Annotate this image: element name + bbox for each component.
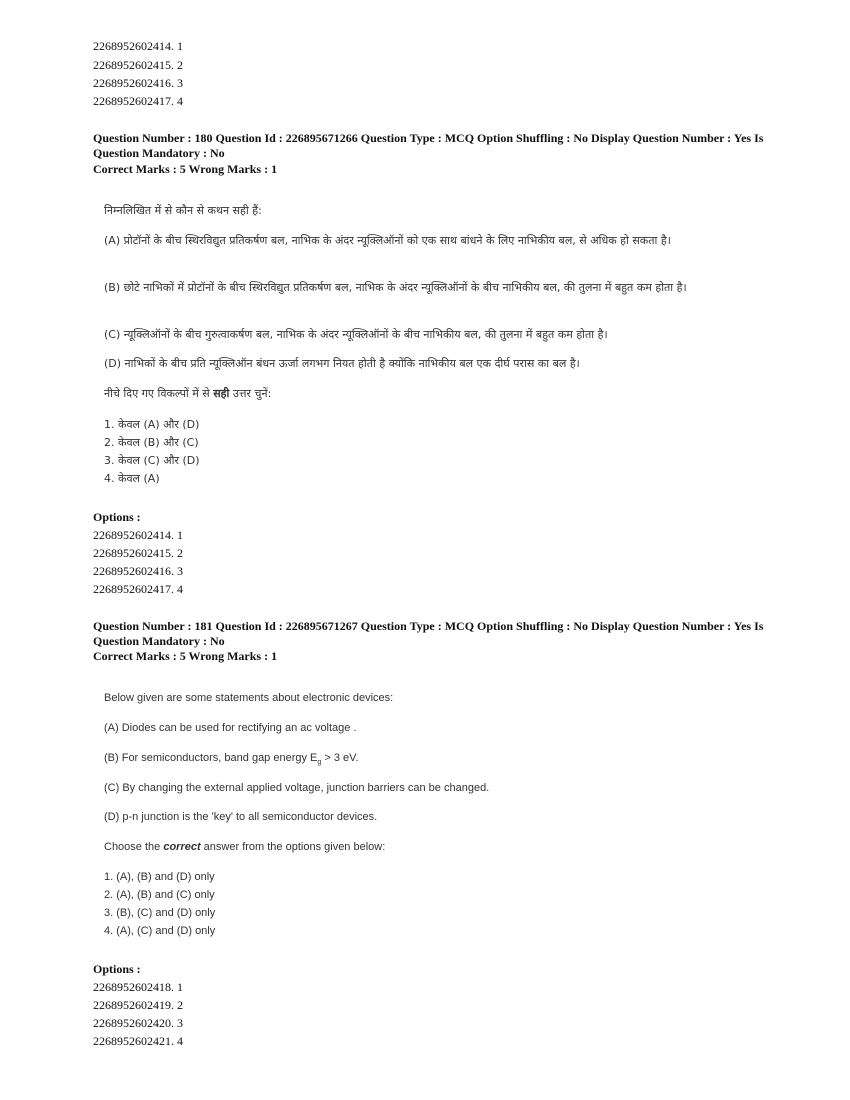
- answer-choice: 4. केवल (A): [104, 472, 160, 485]
- option-line: 2268952602416. 3: [93, 564, 183, 578]
- answer-choice: 3. (B), (C) and (D) only: [104, 907, 216, 919]
- option-line: 2268952602416. 3: [93, 76, 183, 90]
- question-statement: (C) By changing the external applied voltage, junction barriers can be changed.: [104, 782, 490, 794]
- question-header: Question Number : 180 Question Id : 226895671266 Question Type : MCQ Option Shuffling : No Display Question Number : Yes Is Question Mandatory : No: [93, 131, 764, 160]
- prompt-emphasis: correct: [163, 841, 201, 853]
- answer-choice: 1. (A), (B) and (D) only: [104, 871, 215, 883]
- question-marks: Correct Marks : 5 Wrong Marks : 1: [93, 162, 278, 176]
- question-intro: निम्नलिखित में से कौन से कथन सही हैं:: [104, 204, 262, 217]
- prompt-emphasis: सही: [213, 387, 230, 400]
- question-statement: (D) नाभिकों के बीच प्रति न्यूक्लिऑन बंधन ऊर्जा लगभग नियत होती है क्योंकि नाभिकीय बल एक दीर्घ परास का बल है।: [104, 357, 580, 370]
- options-label: Options :: [93, 510, 141, 524]
- answer-choice: 1. केवल (A) और (D): [104, 418, 200, 431]
- option-line: 2268952602414. 1: [93, 39, 183, 53]
- option-line: 2268952602418. 1: [93, 980, 183, 994]
- option-line: 2268952602421. 4: [93, 1034, 183, 1048]
- answer-choice: 2. केवल (B) और (C): [104, 436, 199, 449]
- option-line: 2268952602417. 4: [93, 582, 183, 596]
- question-statement: (B) छोटे नाभिकों में प्रोटॉनों के बीच स्थिरविद्युत प्रतिकर्षण बल, नाभिक के अंदर न्यूक्लिऑनों के बीच नाभिकीय बल, की तुलना में बहुत कम होता है।: [104, 281, 687, 294]
- option-line: 2268952602419. 2: [93, 998, 183, 1012]
- subscript: g: [317, 759, 322, 767]
- answer-choice: 2. (A), (B) and (C) only: [104, 889, 215, 901]
- question-prompt: Choose the correct answer from the options given below:: [104, 841, 386, 853]
- option-line: 2268952602417. 4: [93, 94, 183, 108]
- options-label: Options :: [93, 962, 141, 976]
- option-line: 2268952602420. 3: [93, 1016, 183, 1030]
- question-statement: (A) Diodes can be used for rectifying an ac voltage .: [104, 722, 357, 734]
- question-statement: (B) For semiconductors, band gap energy $E_g > 3$ eV.: [104, 752, 359, 767]
- question-intro: Below given are some statements about electronic devices:: [104, 692, 394, 704]
- question-header: Question Number : 181 Question Id : 226895671267 Question Type : MCQ Option Shuffling : No Display Question Number : Yes Is Question Mandatory : No: [93, 619, 764, 648]
- question-marks: Correct Marks : 5 Wrong Marks : 1: [93, 649, 278, 663]
- answer-choice: 3. केवल (C) और (D): [104, 454, 200, 467]
- question-statement: (A) प्रोटॉनों के बीच स्थिरविद्युत प्रतिकर्षण बल, नाभिक के अंदर न्यूक्लिऑनों को एक साथ बांधने के लिए नाभिकीय बल, से अधिक हो सकता है।: [104, 234, 671, 247]
- question-statement: (D) p-n junction is the 'key' to all semiconductor devices.: [104, 811, 378, 823]
- option-line: 2268952602415. 2: [93, 546, 183, 560]
- option-line: 2268952602415. 2: [93, 58, 183, 72]
- question-prompt: नीचे दिए गए विकल्पों में से सही उत्तर चुनें:: [104, 387, 272, 400]
- question-statement: (C) न्यूक्लिऑनों के बीच गुरुत्वाकर्षण बल, नाभिक के अंदर न्यूक्लिऑनों के बीच नाभिकीय बल, की तुलना में बहुत कम होता है।: [104, 328, 608, 341]
- option-line: 2268952602414. 1: [93, 528, 183, 542]
- answer-choice: 4. (A), (C) and (D) only: [104, 925, 216, 937]
